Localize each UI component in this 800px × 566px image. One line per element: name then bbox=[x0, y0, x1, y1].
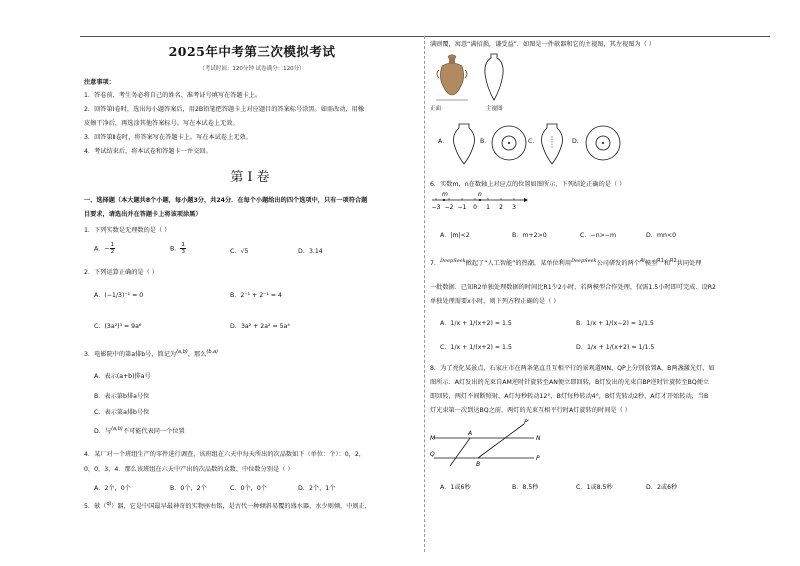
q6-m-label: m bbox=[442, 191, 448, 198]
q5-option-b[interactable] bbox=[480, 136, 490, 145]
q1-a-den: 2 bbox=[110, 249, 115, 255]
q7-r2: R2 bbox=[670, 258, 677, 264]
q8-label-m: M bbox=[430, 435, 436, 442]
q5-option-a-figure bbox=[450, 122, 478, 166]
q4-option-c[interactable]: C．0个，0个 bbox=[230, 485, 267, 492]
q4-line-1: 4．某厂对一个班组生产的零件进行调查，该班组在六天中每天所出的次品数如下（单位：个）：0，2， bbox=[84, 451, 365, 458]
q5-view-label: 主视图 bbox=[486, 106, 503, 112]
q3-option-b[interactable]: B．表示第b排a号位 bbox=[94, 393, 150, 400]
q2-option-d[interactable]: D．3a² + 2a² = 5a⁴ bbox=[230, 323, 290, 330]
q5-photo-label: 正面 bbox=[430, 106, 442, 112]
q4-option-b[interactable]: B．0个，2个 bbox=[170, 485, 207, 492]
q7-line-2: 一批数据．已知R2单独处理数据的时间比R1少2小时，若两模型合作处理，仅需1.5小时即可完成．设R2 bbox=[430, 284, 716, 291]
q7-text-e: 和 bbox=[663, 260, 671, 268]
q1-d-label: D． bbox=[298, 248, 309, 255]
q5-line-1 bbox=[84, 501, 371, 510]
q6-option-c[interactable]: C．−n>−m bbox=[580, 232, 617, 239]
q3-stem-text: 3．电影院中的第a排b号，简记为 bbox=[84, 351, 177, 359]
q2-option-c[interactable]: C．(3a²)³ = 9a⁶ bbox=[94, 323, 142, 330]
section-title: 第Ⅰ卷 bbox=[230, 170, 274, 185]
q5-line-2: 满则覆，寓意“满招损，谦受益”．如图是一件欹器和它的主视图，其左视图为（ ） bbox=[430, 41, 655, 48]
q6-tick-label: −1 bbox=[457, 204, 467, 211]
q8-label-b: B bbox=[476, 461, 481, 468]
q7-r1: R1 bbox=[657, 258, 664, 264]
note-1: 1．答卷前，考生务必将自己的姓名、准考证号填写在答题卡上。 bbox=[84, 92, 262, 99]
q7-deepseek-2: DeepSeek bbox=[571, 258, 597, 264]
q7-deepseek-1: DeepSeek bbox=[440, 258, 466, 264]
q6-number-line bbox=[430, 190, 530, 214]
q1-c-label: C． bbox=[230, 248, 241, 255]
q8-label-a: A bbox=[468, 430, 473, 437]
q8-label-n: N bbox=[536, 435, 541, 442]
q6-tick-label: 2 bbox=[499, 204, 503, 211]
q3-option-c[interactable]: C．表示第a排b号位 bbox=[94, 409, 150, 416]
q1-a-label: A． bbox=[94, 245, 105, 253]
q8-label-p-prime: P′ bbox=[524, 419, 529, 426]
q1-b-fraction bbox=[180, 242, 186, 255]
notes-heading: 注意事项： bbox=[84, 79, 115, 86]
note-2: 2．回答第Ⅰ卷时，选出每小题答案后，用2B铅笔把答题卡上对应题目的答案标号涂黑。如需改动，用橡 bbox=[84, 106, 365, 113]
note-4: 4．考试结束后，将本试卷和答题卡一并交回。 bbox=[84, 148, 212, 155]
q3-option-a[interactable]: A．表示(a+b)排a号 bbox=[94, 373, 151, 380]
q7-line-1 bbox=[430, 258, 701, 267]
q3-d-pair: (a,b) bbox=[111, 426, 123, 432]
q5-option-a[interactable] bbox=[438, 136, 448, 145]
q1-option-b[interactable] bbox=[170, 242, 186, 255]
q5-pre: 5．欹（ bbox=[84, 503, 107, 511]
q8-label-q: Q bbox=[430, 451, 435, 458]
q1-b-label: B． bbox=[170, 245, 181, 253]
column-divider bbox=[424, 36, 425, 552]
q8-line-1: 8．为了亮化某景点，石家庄市在两条笔直且互相平行的景观道MN、QP上分别放置A、B两盏激光灯，如 bbox=[430, 365, 715, 372]
q1-d-value: 3.14 bbox=[308, 248, 323, 255]
q8-option-c[interactable]: C．1或8.5秒 bbox=[576, 484, 613, 491]
section-heading-1: 一、选择题（本大题共8个小题，每小题3分，共24分．在每个小题给出的四个选项中，只有一项符合题 bbox=[84, 197, 368, 204]
q3-stem-pair: (a,b) bbox=[176, 349, 188, 355]
q8-option-b[interactable]: B．8.5秒 bbox=[512, 484, 539, 491]
q4-option-d[interactable]: D．2个，1个 bbox=[298, 485, 336, 492]
q7-option-a[interactable]: A．1/x + 1/(x+2) = 1.5 bbox=[440, 320, 512, 327]
q8-line-4: 灯光束第一次到达BQ之前，两灯的光束互相平行时A灯旋转的时间是（ ） bbox=[430, 407, 631, 414]
q7-ai: AI bbox=[639, 258, 645, 264]
q7-text-f: 共同处理 bbox=[676, 260, 702, 268]
q5-b-label: B． bbox=[480, 138, 491, 145]
q5-option-d[interactable] bbox=[572, 136, 583, 145]
q3-d-pre: D．与 bbox=[94, 428, 112, 436]
exam-title: 2025年中考第三次模拟考试 bbox=[168, 44, 336, 59]
q5-main-view bbox=[482, 52, 506, 102]
q5-d-label: D． bbox=[572, 138, 583, 145]
q4-option-a[interactable]: A．2个，0个 bbox=[94, 485, 131, 492]
q8-line-3: 即回转，两灯不间断照射，A灯每秒转动12°，B灯每秒转动4°，B灯先转动2秒，A灯才开始转动，当B bbox=[430, 393, 709, 400]
q7-text-d: 模型 bbox=[644, 260, 658, 268]
q1-a-sign: − bbox=[104, 245, 110, 253]
q6-tick-label: 1 bbox=[486, 204, 490, 211]
q5-option-c[interactable] bbox=[528, 136, 539, 145]
q6-tick-label: −3 bbox=[431, 204, 441, 211]
q6-tick-label: 0 bbox=[473, 204, 477, 211]
q3-d-post: 不可能代表同一个位置 bbox=[122, 428, 185, 436]
q1-stem: 1．下列实数是无理数的是（ ） bbox=[84, 227, 171, 234]
q6-tick-label: 3 bbox=[512, 204, 516, 211]
note-2-cont: 皮擦干净后，再选涂其他答案标号。写在本试卷上无效。 bbox=[84, 120, 239, 127]
q1-option-d[interactable] bbox=[298, 246, 323, 255]
q5-option-b-figure bbox=[490, 124, 528, 162]
q4-line-2: 0，0，3，4．那么该班组在六天中产出的次品数的众数、中位数分别是（ ） bbox=[84, 466, 294, 473]
section-heading-2: 目要求，请选出并在答题卡上将该项涂黑） bbox=[84, 211, 202, 218]
q7-option-c[interactable]: C．1/x + 1/(x+2) = 1.5 bbox=[440, 344, 512, 351]
q3-stem-pair2: (b,a) bbox=[206, 349, 219, 355]
q8-figure bbox=[430, 418, 570, 474]
q8-line-2: 图所示．A灯发出的光束自AM逆时针旋转至AN便立即回转，B灯发出的光束自BP逆时针旋转至BQ便立 bbox=[430, 379, 710, 386]
q1-b-num: 1 bbox=[181, 242, 185, 248]
q6-option-b[interactable]: B．m+2>0 bbox=[512, 232, 547, 239]
q8-option-d[interactable]: D．2或6秒 bbox=[646, 484, 678, 491]
q1-a-fraction bbox=[110, 242, 116, 255]
q3-stem-end: ，那么 bbox=[187, 351, 207, 359]
q8-option-a[interactable]: A．1或6秒 bbox=[440, 484, 471, 491]
q2-option-b[interactable]: B．2⁻¹ + 2⁻¹ = 4 bbox=[230, 292, 282, 299]
q7-option-b[interactable]: B．1/x + 1/(x−2) = 1/1.5 bbox=[576, 320, 654, 327]
q5-a-label: A． bbox=[438, 138, 449, 145]
q8-label-p: P bbox=[536, 455, 540, 462]
q6-option-d[interactable]: D．mn<0 bbox=[646, 232, 677, 239]
top-rule bbox=[80, 36, 770, 37]
q5-option-c-figure bbox=[538, 122, 566, 166]
note-3: 3．回答第Ⅱ卷时，将答案写在答题卡上。写在本试卷上无效。 bbox=[84, 134, 252, 141]
q7-option-d[interactable]: D．1/x + 1/(x+2) = 1/1.5 bbox=[576, 344, 655, 351]
q2-option-a[interactable]: A．(−1/3)⁻¹ = 0 bbox=[94, 292, 144, 299]
q3-option-d[interactable] bbox=[94, 426, 185, 435]
q5-post: ）器，它是中国最早最神奇的实物座右铭，是古代一种倾斜易覆的盛水器，水少则倾，中则正， bbox=[111, 503, 371, 511]
q6-option-a[interactable]: A．|m|<2 bbox=[440, 232, 470, 239]
q3-stem bbox=[84, 349, 218, 358]
q5-c-label: C． bbox=[528, 138, 539, 145]
q1-c-value: √5 bbox=[240, 248, 249, 255]
q1-a-num: 1 bbox=[110, 242, 115, 248]
q1-b-den: 3 bbox=[181, 249, 185, 255]
q7-text-b: 掀起了“人工智能”的热潮，某单位利用 bbox=[465, 260, 572, 268]
q5-vessel-photo bbox=[434, 52, 470, 104]
q7-line-3: 单独处理需要x小时，则下列方程正确的是（ ） bbox=[430, 298, 560, 305]
q7-text-c: 公司研发的两个 bbox=[596, 260, 640, 268]
q6-stem: 6．实数m，n在数轴上对应点的位置如图所示，下列结论正确的是（ ） bbox=[430, 181, 626, 188]
exam-subtitle: （考试时间：120分钟 试卷满分：120分） bbox=[199, 66, 305, 72]
q5-pinyin: qī bbox=[106, 501, 112, 507]
q1-option-c[interactable] bbox=[230, 246, 248, 255]
q6-n-label: n bbox=[478, 191, 482, 198]
q5-option-d-figure bbox=[584, 124, 622, 162]
q6-tick-label: −2 bbox=[444, 204, 454, 211]
q1-option-a[interactable] bbox=[94, 242, 115, 255]
q7-num: 7． bbox=[430, 260, 441, 268]
q2-stem: 2．下列运算正确的是（ ） bbox=[84, 269, 158, 276]
